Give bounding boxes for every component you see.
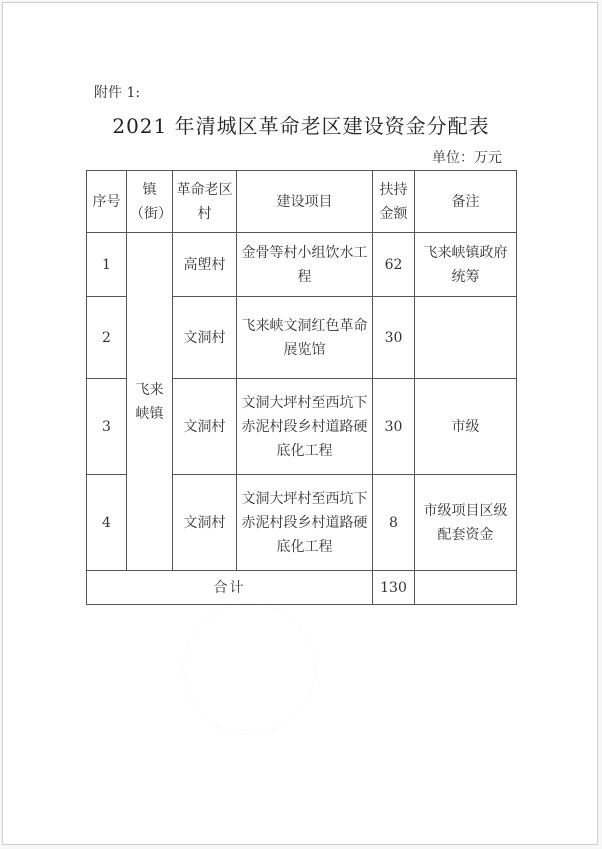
cell-note: 飞来峡镇政府统筹 xyxy=(415,233,517,297)
header-town: 镇（街） xyxy=(127,171,173,233)
cell-village: 高塱村 xyxy=(173,233,237,297)
attachment-label: 附件 1: xyxy=(94,85,141,101)
cell-village: 文洞村 xyxy=(173,379,237,475)
document-title: 2021 年清城区革命老区建设资金分配表 xyxy=(112,114,490,138)
cell-note: 市级 xyxy=(415,379,517,475)
cell-village: 文洞村 xyxy=(173,297,237,379)
cell-village: 文洞村 xyxy=(173,475,237,571)
faint-seal-mark xyxy=(183,603,315,735)
total-row xyxy=(87,571,517,605)
table-header-row xyxy=(87,171,517,233)
cell-project: 文洞大坪村至西坑下赤泥村段乡村道路硬底化工程 xyxy=(237,379,373,475)
cell-no: 2 xyxy=(87,297,127,379)
table-row xyxy=(87,233,517,297)
cell-no: 3 xyxy=(87,379,127,475)
cell-amount: 8 xyxy=(373,475,415,571)
total-amount: 130 xyxy=(373,571,415,605)
cell-project: 金骨等村小组饮水工程 xyxy=(237,233,373,297)
cell-note: 市级项目区级配套资金 xyxy=(415,475,517,571)
cell-no: 1 xyxy=(87,233,127,297)
cell-amount: 62 xyxy=(373,233,415,297)
header-village: 革命老区村 xyxy=(173,171,237,233)
allocation-table xyxy=(86,170,517,605)
header-no: 序号 xyxy=(87,171,127,233)
cell-amount: 30 xyxy=(373,379,415,475)
cell-project: 飞来峡文洞红色革命展览馆 xyxy=(237,297,373,379)
cell-project: 文洞大坪村至西坑下赤泥村段乡村道路硬底化工程 xyxy=(237,475,373,571)
cell-no: 4 xyxy=(87,475,127,571)
header-note: 备注 xyxy=(415,171,517,233)
cell-note xyxy=(415,297,517,379)
total-note xyxy=(415,571,517,605)
cell-town-merged: 飞来峡镇 xyxy=(127,233,173,571)
header-project: 建设项目 xyxy=(237,171,373,233)
header-amount: 扶持金额 xyxy=(373,171,415,233)
total-label: 合计 xyxy=(87,571,373,605)
cell-amount: 30 xyxy=(373,297,415,379)
unit-label: 单位：万元 xyxy=(432,150,502,166)
